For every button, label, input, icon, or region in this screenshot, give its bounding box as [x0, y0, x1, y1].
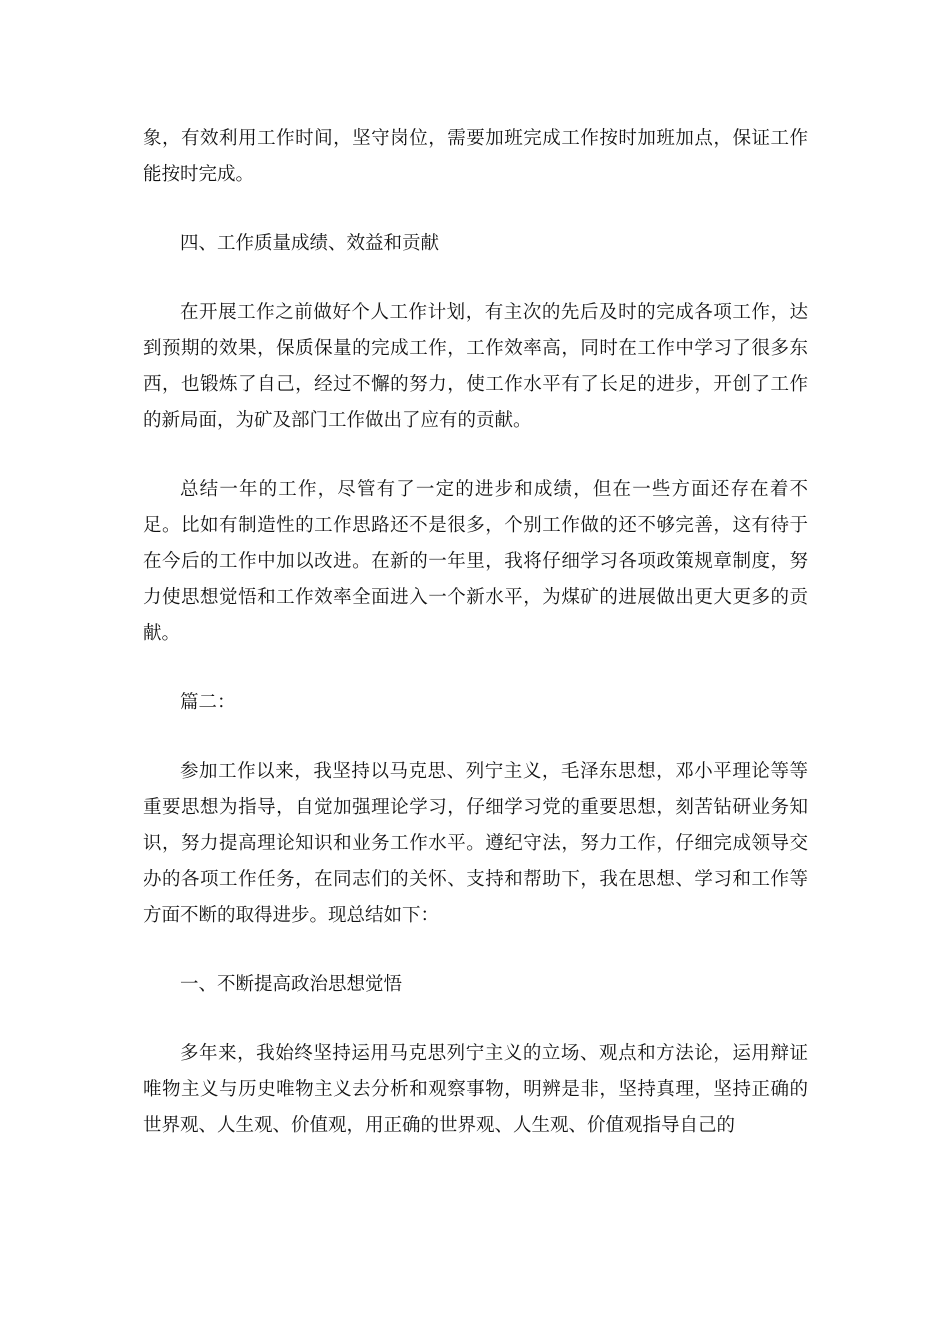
section-heading-political: 一、不断提高政治思想觉悟 — [180, 974, 403, 995]
paragraph-many-years: 多年来，我始终坚持运用马克思列宁主义的立场、观点和方法论，运用辩证唯物主义与历史唯物主义去分析和观察事物，明辨是非，坚持真理，坚持正确的世界观、人生观、价值观，用正确的世界观、人生观、价值观指导自己的 — [143, 1043, 808, 1136]
paragraph-work-plan: 在开展工作之前做好个人工作计划，有主次的先后及时的完成各项工作，达到预期的效果，保质保量的完成工作，工作效率高，同时在工作中学习了很多东西，也锻炼了自己，经过不懈的努力，使工作水平有了长足的进步，开创了工作的新局面，为矿及部门工作做出了应有的贡献。 — [143, 302, 808, 431]
paragraph-year-summary: 总结一年的工作，尽管有了一定的进步和成绩，但在一些方面还存在着不足。比如有制造性的工作思路还不是很多，个别工作做的还不够完善，这有待于在今后的工作中加以改进。在新的一年里，我将仔细学习各项政策规章制度，努力使思想觉悟和工作效率全面进入一个新水平，为煤矿的进展做出更大更多的贡献。 — [143, 479, 808, 644]
section-heading-quality: 四、工作质量成绩、效益和贡献 — [180, 233, 440, 254]
section-heading-part-two: 篇二： — [180, 692, 236, 713]
document-body — [143, 121, 808, 1144]
continuation-paragraph: 象，有效利用工作时间，坚守岗位，需要加班完成工作按时加班加点，保证工作能按时完成。 — [143, 128, 808, 185]
paragraph-since-joining: 参加工作以来，我坚持以马克思、列宁主义，毛泽东思想，邓小平理论等等重要思想为指导，自觉加强理论学习，仔细学习党的重要思想，刻苦钻研业务知识，努力提高理论知识和业务工作水平。遵纪守法，努力工作，仔细完成领导交办的各项工作任务，在同志们的关怀、支持和帮助下，我在思想、学习和工作等方面不断的取得进步。现总结如下： — [143, 761, 808, 926]
